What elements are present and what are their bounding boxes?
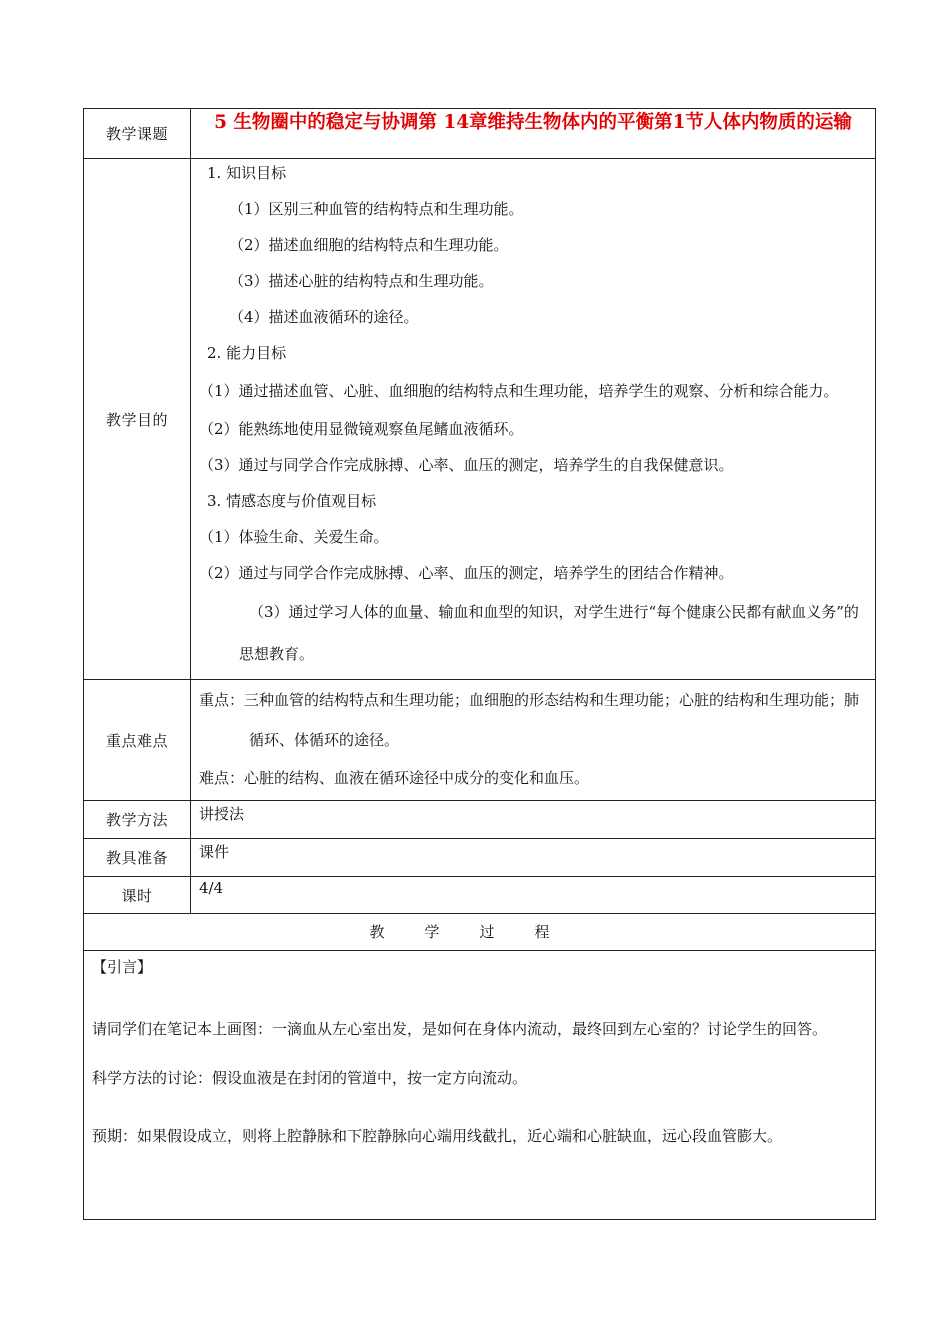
intro-paragraph-2: 科学方法的讨论：假设血液是在封闭的管道中，按一定方向流动。 xyxy=(92,1069,528,1087)
goal-ability-3: （3）通过与同学合作完成脉搏、心率、血压的测定，培养学生的自我保健意识。 xyxy=(199,456,734,474)
goal-heading-knowledge: 1. 知识目标 xyxy=(207,164,287,182)
goals-cell xyxy=(191,159,876,680)
topic-label: 教学课题 xyxy=(84,109,191,159)
goal-heading-ability: 2. 能力目标 xyxy=(207,344,287,362)
process-title: 教学过程 xyxy=(369,923,590,941)
intro-heading: 【引言】 xyxy=(92,958,153,976)
hours-cell xyxy=(191,877,876,914)
lesson-plan-sheet xyxy=(83,108,876,1220)
goal-knowledge-3: （3）描述心脏的结构特点和生理功能。 xyxy=(229,272,494,290)
topic-row xyxy=(84,109,876,159)
tools-label: 教具准备 xyxy=(84,839,191,877)
goal-ability-1: （1）通过描述血管、心脏、血细胞的结构特点和生理功能，培养学生的观察、分析和综合能力。 xyxy=(199,382,839,400)
hours-label: 课时 xyxy=(84,877,191,914)
hours-row xyxy=(84,877,876,914)
topic-cell xyxy=(191,109,876,159)
goal-attitude-3: （3）通过学习人体的血量、输血和血型的知识，对学生进行“每个健康公民都有献血义务”的思想教育。 xyxy=(239,603,859,663)
intro-paragraph-1: 请同学们在笔记本上画图：一滴血从左心室出发，是如何在身体内流动，最终回到左心室的？讨论学生的回答。 xyxy=(92,1020,828,1038)
method-cell xyxy=(191,801,876,839)
intro-row xyxy=(84,951,876,1220)
method-row xyxy=(84,801,876,839)
key-points-cell xyxy=(191,680,876,801)
method-label: 教学方法 xyxy=(84,801,191,839)
intro-body xyxy=(84,951,875,1157)
hours-value: 4/4 xyxy=(199,879,224,897)
intro-cell xyxy=(84,951,876,1220)
goal-knowledge-4: （4）描述血液循环的途径。 xyxy=(229,308,419,326)
intro-paragraph-3: 预期：如果假设成立，则将上腔静脉和下腔静脉向心端用线截扎，近心端和心脏缺血，远心段血管膨大。 xyxy=(92,1127,783,1145)
goals-label: 教学目的 xyxy=(84,159,191,680)
goals-row xyxy=(84,159,876,680)
process-title-cell xyxy=(84,914,876,951)
process-title-row xyxy=(84,914,876,951)
key-points-label: 重点难点 xyxy=(84,680,191,801)
lesson-plan-table xyxy=(83,108,876,1220)
tools-value: 课件 xyxy=(199,843,230,861)
tools-row xyxy=(84,839,876,877)
key-points-row xyxy=(84,680,876,801)
goal-attitude-2: （2）通过与同学合作完成脉搏、心率、血压的测定，培养学生的团结合作精神。 xyxy=(199,564,734,582)
goal-heading-attitude: 3. 情感态度与价值观目标 xyxy=(207,492,377,510)
tools-cell xyxy=(191,839,876,877)
key-focus: 重点：三种血管的结构特点和生理功能；血细胞的形态结构和生理功能；心脏的结构和生理功能；肺循环、体循环的途径。 xyxy=(199,691,860,749)
key-difficulty: 难点：心脏的结构、血液在循环途径中成分的变化和血压。 xyxy=(199,769,590,787)
lesson-title: 5 生物圈中的稳定与协调第 14章维持生物体内的平衡第1节人体内物质的运输 xyxy=(214,112,852,133)
goal-knowledge-2: （2）描述血细胞的结构特点和生理功能。 xyxy=(229,236,509,254)
goal-ability-2: （2）能熟练地使用显微镜观察鱼尾鳍血液循环。 xyxy=(199,420,524,438)
method-value: 讲授法 xyxy=(199,805,245,823)
goal-knowledge-1: （1）区别三种血管的结构特点和生理功能。 xyxy=(229,200,524,218)
goal-attitude-1: （1）体验生命、关爱生命。 xyxy=(199,528,389,546)
